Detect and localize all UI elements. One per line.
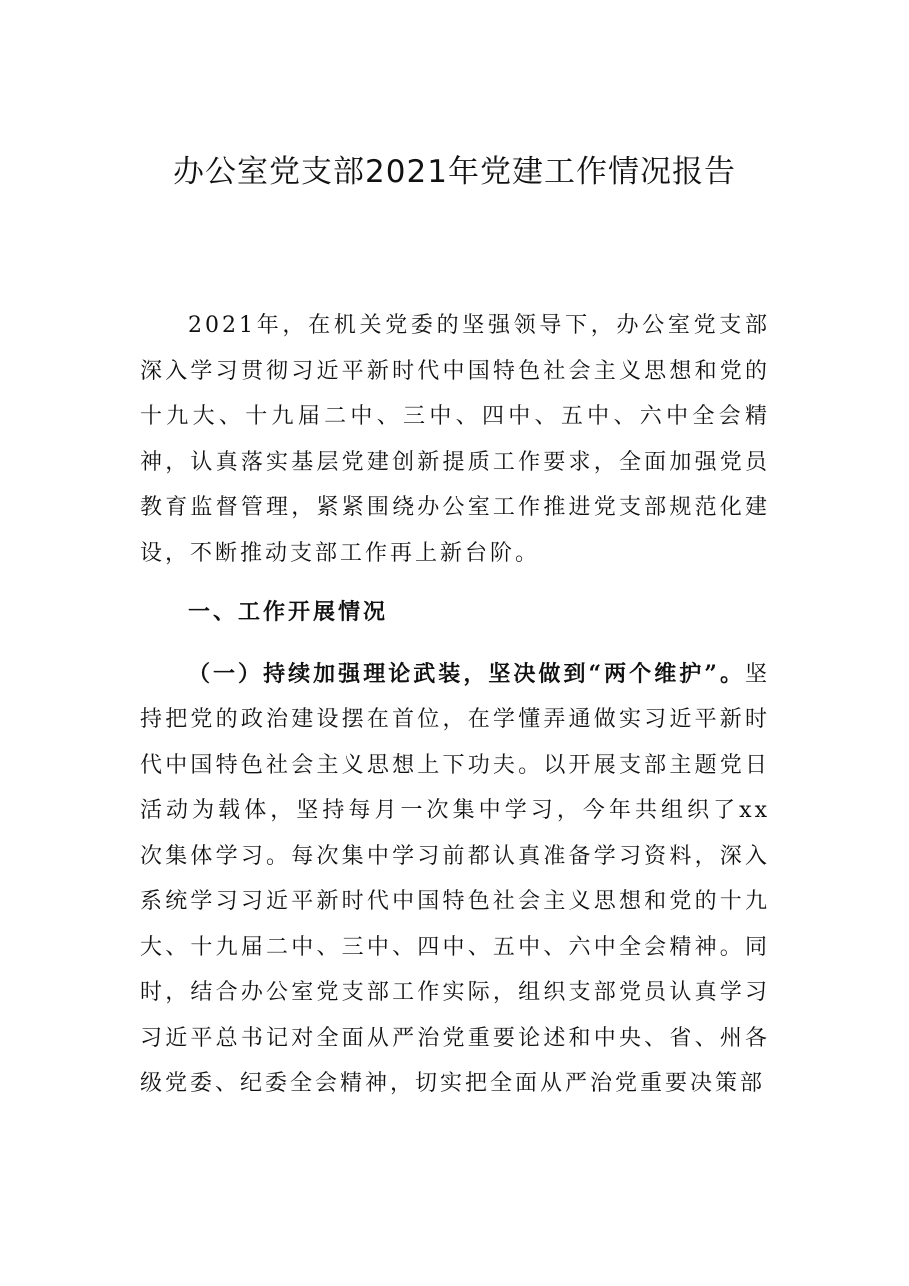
subsection-paragraph: [140, 652, 770, 1107]
document-body: [140, 303, 770, 1107]
intro-paragraph: 2021年，在机关党委的坚强领导下，办公室党支部深入学习贯彻习近平新时代中国特色社会主义思想和党的十九大、十九届二中、三中、四中、五中、六中全会精神，认真落实基层党建创新提质工作要求，全面加强党员教育监督管理，紧紧围绕办公室工作推进党支部规范化建设，不断推动支部工作再上新台阶。: [140, 313, 770, 566]
section-heading: 一、工作开展情况: [188, 599, 389, 625]
document-title: 办公室党支部2021年党建工作情况报告: [173, 154, 736, 190]
subsection-text: 坚持把党的政治建设摆在首位，在学懂弄通做实习近平新时代中国特色社会主义思想上下功夫。以开展支部主题党日活动为载体，坚持每月一次集中学习，今年共组织了xx次集体学习。每次集中学习前都认真准备学习资料，深入系统学习习近平新时代中国特色社会主义思想和党的十九大、十九届二中、三中、四中、五中、六中全会精神。同时，结合办公室党支部工作实际，组织支部党员认真学习习近平总书记对全面从严治党重要论述和中央、省、州各级党委、纪委全会精神，切实把全面从严治党重要决策部: [140, 661, 770, 1096]
subsection-lead: （一）持续加强理论武装，坚决做到“两个维护”。: [188, 660, 745, 687]
